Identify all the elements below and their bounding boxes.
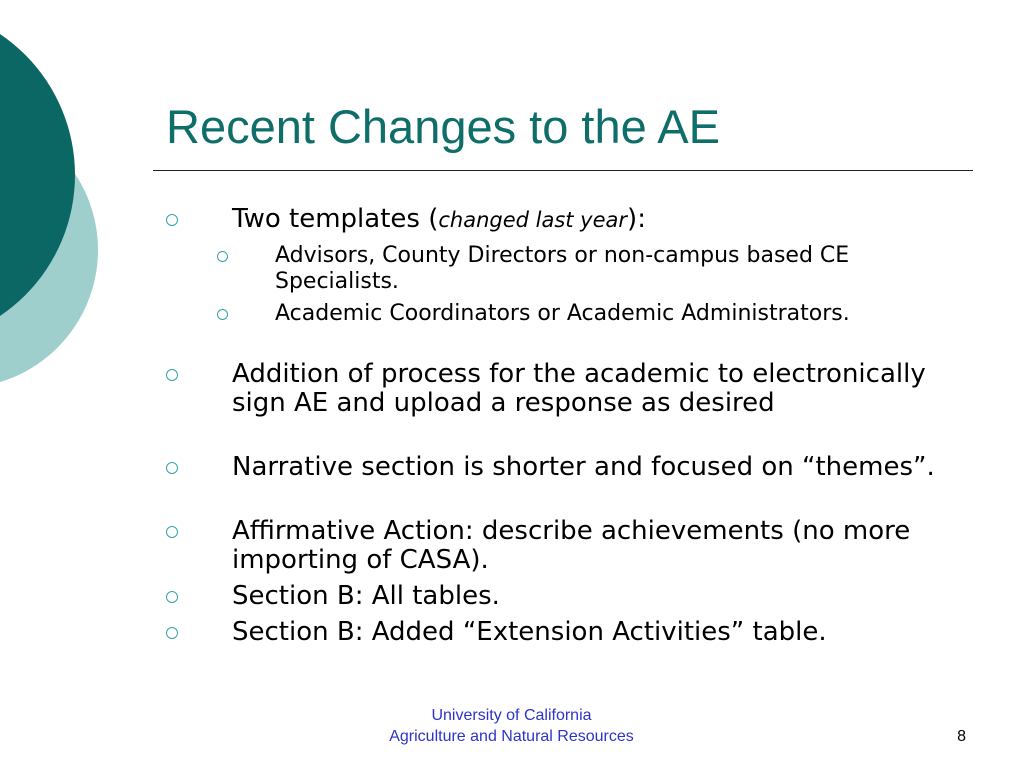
bullet-marker-icon <box>217 309 228 320</box>
footer-line-2: Agriculture and Natural Resources <box>389 728 634 745</box>
bullet-text: Academic Coordinators or Academic Administrators. <box>275 301 850 326</box>
page-number: 8 <box>957 728 966 745</box>
bullet-marker-icon <box>166 627 178 639</box>
bullet-marker-icon <box>166 462 178 474</box>
bullet-marker-icon <box>166 526 178 538</box>
bullet-marker-icon <box>166 214 178 226</box>
sub-bullet-item <box>275 301 965 327</box>
bullet-text: Advisors, County Directors or non-campus based CE Specialists. <box>275 243 850 294</box>
bullet-text: Two templates ( <box>232 204 439 234</box>
bullet-emphasis: changed last year <box>438 208 628 232</box>
bullet-item <box>232 582 972 611</box>
bullet-marker-icon <box>217 251 228 262</box>
slide-title: Recent Changes to the AE <box>166 100 720 153</box>
bullet-marker-icon <box>166 591 178 603</box>
bullet-text: Section B: Added “Extension Activities” table. <box>232 617 827 647</box>
sub-bullet-item <box>275 243 965 295</box>
bullet-item <box>232 618 972 647</box>
footer <box>330 705 693 747</box>
bullet-item <box>232 360 972 418</box>
bullet-suffix: ): <box>627 204 646 234</box>
bullet-item <box>232 517 972 575</box>
footer-line-1: University of California <box>431 707 592 724</box>
bullet-marker-icon <box>166 369 178 381</box>
bullet-text: Affirmative Action: describe achievements (no more importing of CASA). <box>232 516 911 575</box>
bullet-item <box>232 205 972 235</box>
bullet-text: Narrative section is shorter and focused on “themes”. <box>232 452 935 482</box>
bullet-text: Section B: All tables. <box>232 581 500 611</box>
bullet-text: Addition of process for the academic to electronically sign AE and upload a response as desired <box>232 359 926 418</box>
bullet-item <box>232 453 972 482</box>
